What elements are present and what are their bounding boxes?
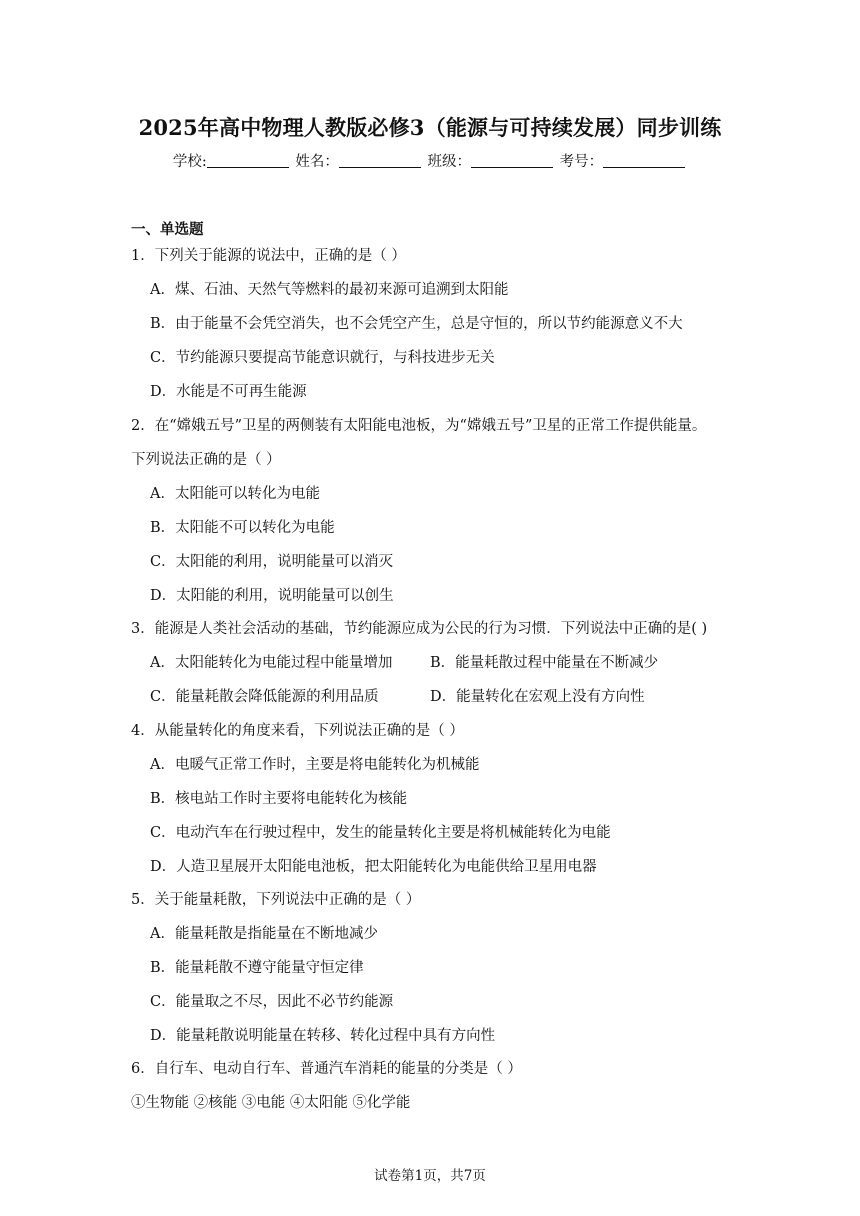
- question-2-option-d: D．太阳能的利用，说明能量可以创生: [150, 588, 394, 604]
- class-blank[interactable]: [471, 153, 553, 168]
- question-1-stem: 1．下列关于能源的说法中，正确的是（ ）: [131, 248, 406, 264]
- question-1-option-a: A．煤、石油、天然气等燃料的最初来源可追溯到太阳能: [150, 282, 509, 298]
- question-1-option-d: D．水能是不可再生能源: [150, 384, 307, 400]
- question-3-option-d: D．能量转化在宏观上没有方向性: [430, 689, 645, 705]
- question-4-option-d: D．人造卫星展开太阳能电池板，把太阳能转化为电能供给卫星用电器: [150, 859, 597, 875]
- question-5-stem: 5．关于能量耗散，下列说法中正确的是（ ）: [131, 892, 421, 908]
- question-5-option-d: D．能量耗散说明能量在转移、转化过程中具有方向性: [150, 1028, 496, 1044]
- question-1-option-b: B．由于能量不会凭空消失，也不会凭空产生，总是守恒的，所以节约能源意义不大: [150, 316, 683, 332]
- question-6-stem: 6．自行车、电动自行车、普通汽车消耗的能量的分类是（ ）: [131, 1061, 522, 1077]
- question-3-option-b: B．能量耗散过程中能量在不断减少: [430, 655, 659, 671]
- question-4-stem: 4．从能量转化的角度来看，下列说法正确的是（ ）: [131, 723, 464, 739]
- question-6-choices: ①生物能 ②核能 ③电能 ④太阳能 ⑤化学能: [131, 1095, 411, 1111]
- question-5-option-b: B．能量耗散不遵守能量守恒定律: [150, 960, 364, 976]
- question-4-option-a: A．电暖气正常工作时，主要是将电能转化为机械能: [150, 757, 480, 773]
- question-2-stem: 2．在“嫦娥五号”卫星的两侧装有太阳能电池板，为“嫦娥五号”卫星的正常工作提供能量。: [131, 418, 707, 434]
- question-2-stem-continued: 下列说法正确的是（ ）: [131, 452, 281, 468]
- question-4-option-b: B．核电站工作时主要将电能转化为核能: [150, 791, 408, 807]
- question-2-option-c: C．太阳能的利用，说明能量可以消灭: [150, 554, 394, 570]
- question-5-option-c: C．能量取之不尽，因此不必节约能源: [150, 994, 394, 1010]
- question-4-option-c: C．电动汽车在行驶过程中，发生的能量转化主要是将机械能转化为电能: [150, 825, 611, 841]
- class-label: 班级：: [427, 154, 471, 170]
- question-3-stem: 3．能源是人类社会活动的基础，节约能源应成为公民的行为习惯．下列说法中正确的是( ): [131, 621, 708, 637]
- student-info-line: [0, 150, 860, 171]
- question-3-option-a: A．太阳能转化为电能过程中能量增加: [150, 655, 393, 671]
- school-label: 学校:: [172, 154, 207, 170]
- question-2-option-b: B．太阳能不可以转化为电能: [150, 520, 335, 536]
- question-1-option-c: C．节约能源只要提高节能意识就行，与科技进步无关: [150, 350, 495, 366]
- page-footer: 试卷第1页，共7页: [374, 1168, 486, 1184]
- name-label: 姓名：: [295, 154, 339, 170]
- name-blank[interactable]: [339, 153, 421, 168]
- question-5-option-a: A．能量耗散是指能量在不断地减少: [150, 926, 378, 942]
- page-title: 2025年高中物理人教版必修3（能源与可持续发展）同步训练: [138, 115, 722, 140]
- question-3-option-c: C．能量耗散会降低能源的利用品质: [150, 689, 379, 705]
- school-blank[interactable]: [207, 153, 289, 168]
- section-heading: 一、单选题: [131, 221, 204, 238]
- exam-no-blank[interactable]: [603, 153, 685, 168]
- exam-no-label: 考号：: [559, 154, 604, 170]
- question-2-option-a: A．太阳能可以转化为电能: [150, 486, 320, 502]
